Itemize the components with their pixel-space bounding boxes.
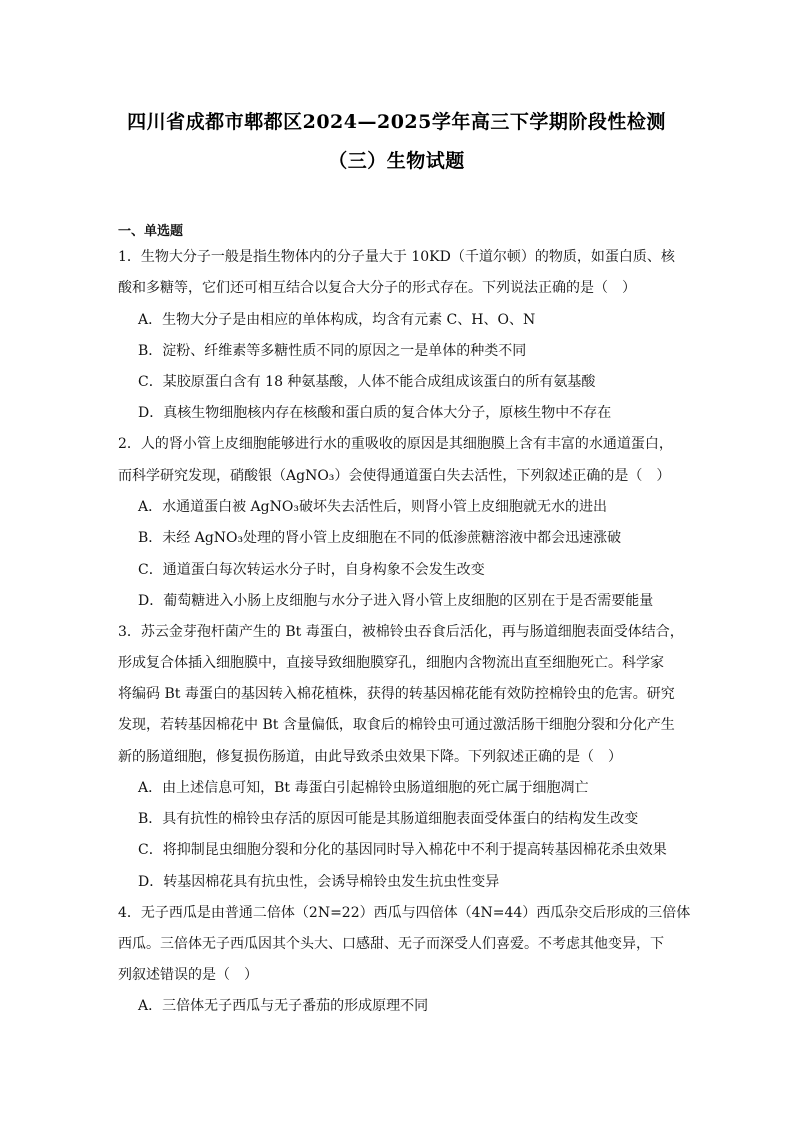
question-4-stem-line-2: 西瓜。三倍体无子西瓜因其个头大、口感甜、无子而深受人们喜爱。不考虑其他变异，下 [118, 936, 664, 952]
question-4-stem-line-3: 列叙述错误的是（ ） [118, 967, 258, 983]
question-2-option-a: A．水通道蛋白被 AgNO₃破坏失去活性后，则肾小管上皮细胞就无水的进出 [138, 499, 607, 515]
question-3-option-b: B．具有抗性的棉铃虫存活的原因可能是其肠道细胞表面受体蛋白的结构发生改变 [138, 811, 639, 827]
question-3-option-d: D．转基因棉花具有抗虫性，会诱导棉铃虫发生抗虫性变异 [138, 874, 500, 890]
question-3-stem-line-4: 发现，若转基因棉花中 Bt 含量偏低，取食后的棉铃虫可通过激活肠干细胞分裂和分化产生 [118, 717, 675, 733]
question-3-stem-line-2: 形成复合体插入细胞膜中，直接导致细胞膜穿孔，细胞内含物流出直至细胞死亡。科学家 [118, 655, 664, 671]
question-2-option-b: B．未经 AgNO₃处理的肾小管上皮细胞在不同的低渗蔗糖溶液中都会迅速涨破 [138, 530, 622, 546]
question-2-stem-line-2: 而科学研究发现，硝酸银（AgNO₃）会使得通道蛋白失去活性，下列叙述正确的是（ ） [118, 468, 671, 484]
question-1-stem-line-1: 1．生物大分子一般是指生物体内的分子量大于 10KD（千道尔顿）的物质，如蛋白质、核 [118, 249, 675, 265]
question-1-option-d: D．真核生物细胞核内存在核酸和蛋白质的复合体大分子，原核生物中不存在 [138, 405, 612, 421]
question-4-option-a: A．三倍体无子西瓜与无子番茄的形成原理不同 [138, 998, 429, 1014]
question-1-option-c: C．某胶原蛋白含有 18 种氨基酸，人体不能合成组成该蛋白的所有氨基酸 [138, 374, 596, 390]
question-4-stem-line-1: 4．无子西瓜是由普通二倍体（2N=22）西瓜与四倍体（4N=44）西瓜杂交后形成的三倍体 [118, 905, 691, 921]
question-3-stem-line-1: 3．苏云金芽孢杆菌产生的 Bt 毒蛋白，被棉铃虫吞食后活化，再与肠道细胞表面受体结合， [118, 624, 684, 640]
question-3-option-a: A．由上述信息可知，Bt 毒蛋白引起棉铃虫肠道细胞的死亡属于细胞凋亡 [138, 780, 589, 796]
question-3-stem-line-3: 将编码 Bt 毒蛋白的基因转入棉花植株，获得的转基因棉花能有效防控棉铃虫的危害。研究 [118, 686, 675, 702]
question-1-option-b: B．淀粉、纤维素等多糖性质不同的原因之一是单体的种类不同 [138, 343, 527, 359]
question-2-option-d: D．葡萄糖进入小肠上皮细胞与水分子进入肾小管上皮细胞的区别在于是否需要能量 [138, 593, 654, 609]
question-1-option-a: A．生物大分子是由相应的单体构成，均含有元素 C、H、O、N [138, 312, 536, 328]
question-3-stem-line-5: 新的肠道细胞，修复损伤肠道，由此导致杀虫效果下降。下列叙述正确的是（ ） [118, 749, 622, 765]
page-title: 四川省成都市郫都区2024—2025学年高三下学期阶段性检测 [127, 111, 666, 133]
question-2-option-c: C．通道蛋白每次转运水分子时，自身构象不会发生改变 [138, 562, 485, 578]
section-heading: 一、单选题 [118, 224, 184, 239]
question-3-option-c: C．将抑制昆虫细胞分裂和分化的基因同时导入棉花中不利于提高转基因棉花杀虫效果 [138, 842, 667, 858]
page-subtitle: （三）生物试题 [328, 150, 465, 172]
question-2-stem-line-1: 2．人的肾小管上皮细胞能够进行水的重吸收的原因是其细胞膜上含有丰富的水通道蛋白， [118, 436, 673, 452]
question-1-stem-line-2: 酸和多糖等，它们还可相互结合以复合大分子的形式存在。下列说法正确的是（ ） [118, 280, 636, 296]
